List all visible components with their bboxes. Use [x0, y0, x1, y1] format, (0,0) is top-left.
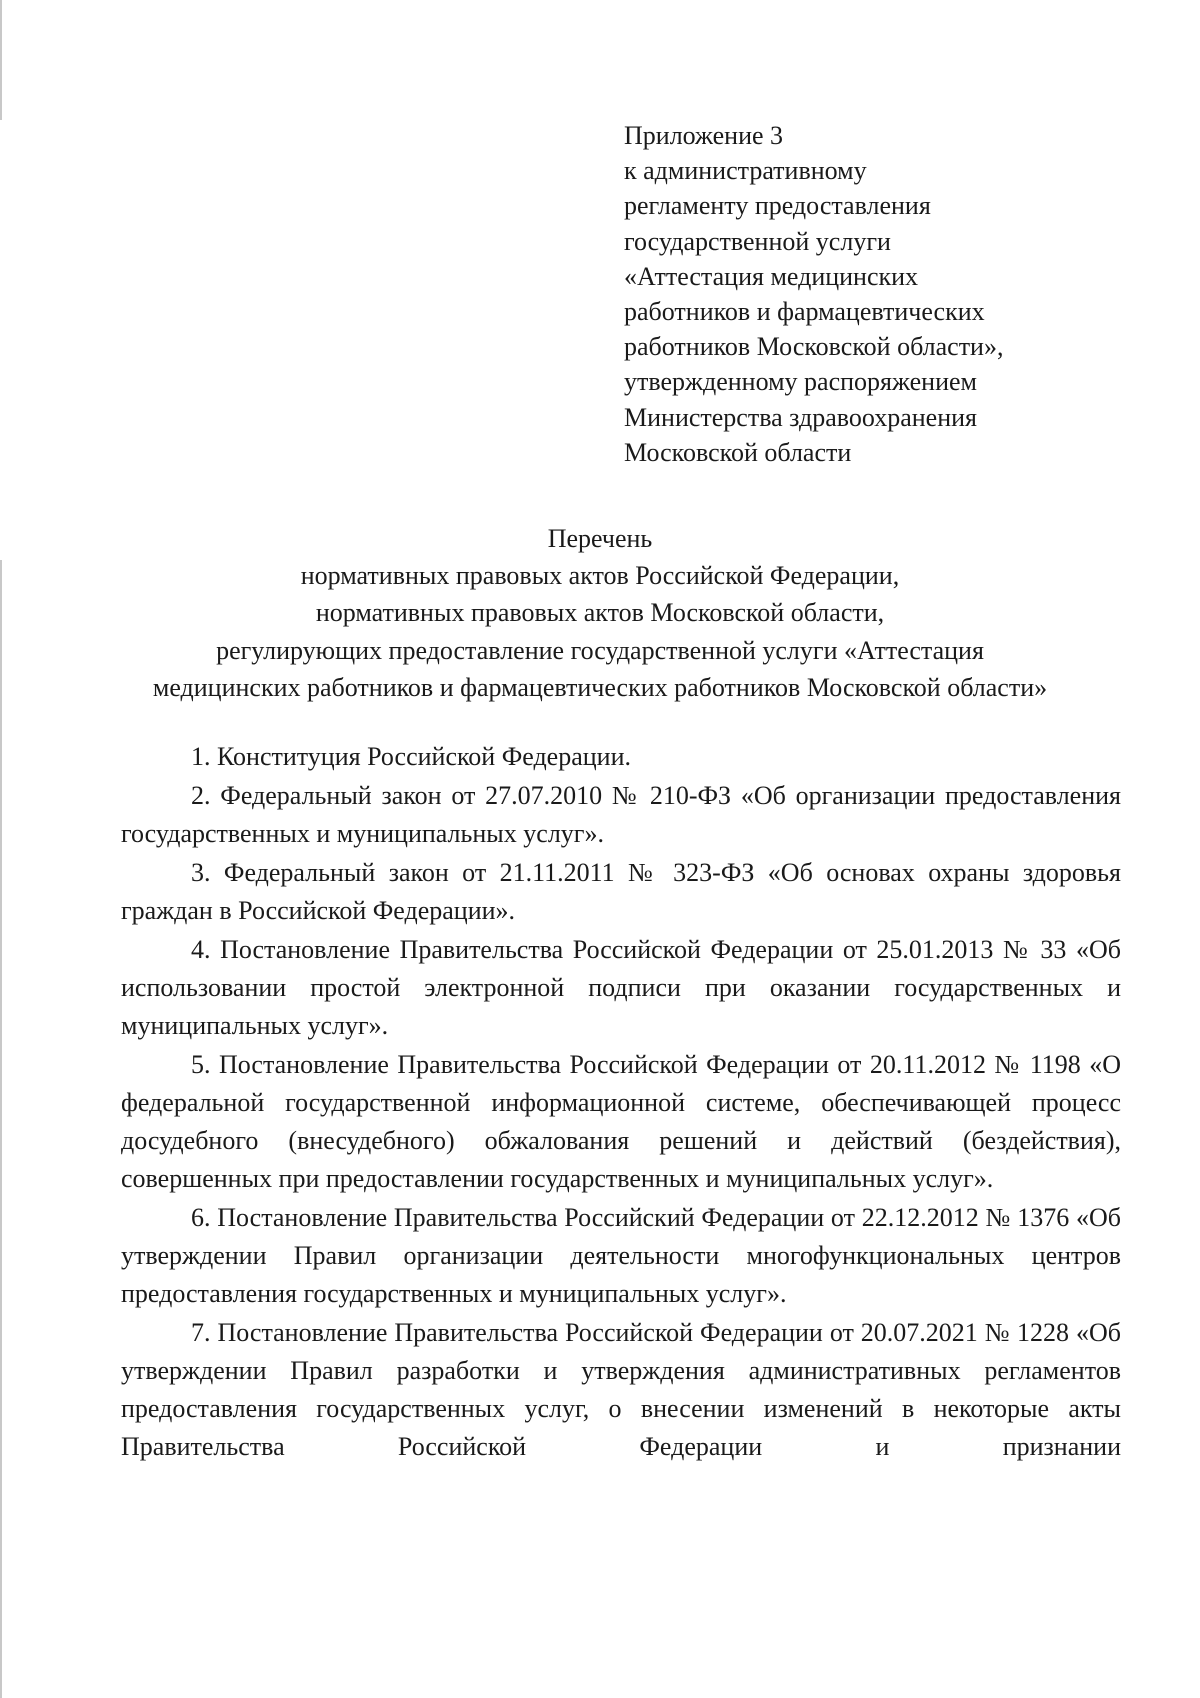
item-text: Федеральный закон от 21.11.2011 № 323-ФЗ «Об основах охраны здоровья граждан в Российской Федерации».	[121, 858, 1121, 925]
item-number: 3.	[191, 858, 211, 887]
list-item	[121, 931, 1121, 1045]
legal-acts-list	[121, 738, 1121, 1467]
appendix-line: Приложение 3	[624, 121, 784, 150]
item-number: 7.	[191, 1318, 211, 1347]
scan-edge-bottom	[0, 560, 2, 1698]
item-number: 1.	[191, 742, 211, 771]
item-number: 6.	[191, 1203, 211, 1232]
item-number: 2.	[191, 781, 211, 810]
appendix-line: к административному	[624, 156, 867, 186]
list-item	[121, 777, 1121, 853]
appendix-line: «Аттестация медицинских	[624, 261, 919, 291]
item-text: Конституция Российской Федерации.	[217, 742, 632, 771]
appendix-line: государственной услуги	[624, 226, 891, 256]
item-text: Федеральный закон от 27.07.2010 № 210-ФЗ «Об организации предоставления государственных и муниципальных услуг».	[121, 781, 1121, 848]
appendix-line: работников Московской области»,	[624, 332, 1004, 362]
appendix-line: Министерства здравоохранения	[624, 402, 977, 432]
item-number: 5.	[191, 1050, 211, 1079]
document-title	[80, 520, 1120, 706]
item-number: 4.	[191, 935, 211, 964]
title-line: нормативных правовых актов Московской области,	[315, 598, 885, 628]
list-item	[121, 1314, 1121, 1466]
item-text: Постановление Правительства Российской Федерации от 20.11.2012 № 1198 «О федеральной государственной информационной системе, обеспечивающей процесс досудебного (внесудебного) обжалования решений и действий (бездействия), совершенных при предоставлении государственных и муниципальных услуг».	[121, 1050, 1122, 1193]
appendix-line: регламенту предоставления	[624, 191, 931, 221]
item-text: Постановление Правительства Российской Федерации от 20.07.2021 № 1228 «Об утверждении Правил разработки и утверждения административных регламентов предоставления государственных услуг, о внесении изменений в некоторые акты Правительства Российской Федерации и признании	[121, 1318, 1122, 1461]
title-line: Перечень	[547, 524, 653, 553]
list-item	[121, 854, 1121, 930]
appendix-header	[624, 118, 1144, 470]
item-text: Постановление Правительства Российский Федерации от 22.12.2012 № 1376 «Об утверждении Правил организации деятельности многофункциональных центров предоставления государственных и муниципальных услуг».	[121, 1203, 1121, 1308]
appendix-line: Московской области	[624, 437, 852, 467]
item-text: Постановление Правительства Российской Федерации от 25.01.2013 № 33 «Об использовании простой электронной подписи при оказании государственных и муниципальных услуг».	[121, 935, 1121, 1040]
list-item	[121, 1046, 1121, 1198]
scan-edge-top	[0, 0, 2, 120]
list-item	[121, 1199, 1121, 1313]
appendix-line: работников и фармацевтических	[624, 297, 985, 327]
title-line: медицинских работников и фармацевтических работников Московской области»	[152, 672, 1048, 702]
list-item	[121, 738, 1121, 776]
appendix-line: утвержденному распоряжением	[624, 367, 977, 397]
title-line: регулирующих предоставление государственной услуги «Аттестация	[216, 635, 984, 665]
title-line: нормативных правовых актов Российской Федерации,	[300, 561, 900, 591]
